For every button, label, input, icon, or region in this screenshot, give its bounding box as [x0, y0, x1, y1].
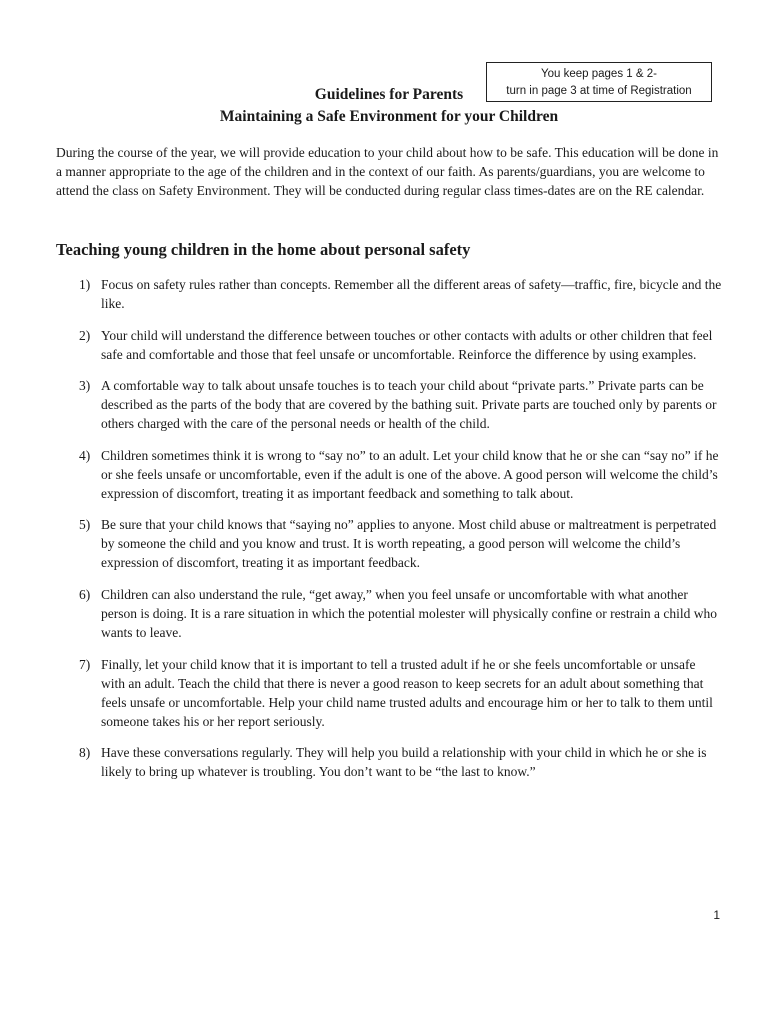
list-item: [56, 376, 722, 433]
item-text: Children can also understand the rule, “get away,” when you feel unsafe or uncomfortable with what another person is doing. It is a rare situation in which the potential molester will physically confine or restrain a child who wants to leave.: [101, 586, 717, 640]
list-item: [56, 446, 722, 503]
guideline-list: [56, 275, 722, 794]
list-item: [56, 326, 722, 364]
item-text: Have these conversations regularly. They will help you build a relationship with your child in which he or she is likely to bring up whatever is troubling. You don’t want to be “the last to know.”: [101, 745, 707, 780]
list-item: [56, 655, 722, 731]
item-number: 2): [79, 327, 91, 343]
item-number: 6): [79, 586, 91, 602]
item-number: 7): [79, 656, 91, 672]
section-heading: Teaching young children in the home about personal safety: [56, 240, 471, 259]
item-text: Your child will understand the difference between touches or other contacts with adults or other children that feel safe and comfortable and those that feel unsafe or uncomfortable. Reinforce the difference by using examples.: [101, 327, 713, 362]
intro-paragraph: During the course of the year, we will provide education to your child about how to be safe. This education will be done in a manner appropriate to the age of the children and in the context of our faith. As parents/guardians, you are welcome to attend the class on Safety Environment. They will be conducted during regular class times-dates are on the RE calendar.: [56, 145, 719, 198]
item-text: Finally, let your child know that it is important to tell a trusted adult if he or she feels uncomfortable or unsafe with an adult. Teach the child that there is never a good reason to keep secrets for an adult about something that feels unsafe or uncomfortable. Help your child name trusted adults and encourage him or her to talk to them until someone takes his or her report seriously.: [101, 656, 713, 729]
list-item: [56, 515, 722, 572]
item-number: 4): [79, 447, 91, 463]
item-text: Focus on safety rules rather than concepts. Remember all the different areas of safety—traffic, fire, bicycle and the like.: [101, 277, 722, 311]
list-item: [56, 743, 722, 781]
item-text: A comfortable way to talk about unsafe touches is to teach your child about “private parts.” Private parts can be described as the parts of the body that are covered by the bathing suit. Private parts are touched only by parents or others charged with the care of the personal needs or health of the child.: [101, 378, 717, 432]
notice-line-2: turn in page 3 at time of Registration: [506, 85, 692, 97]
document-title: Guidelines for Parents: [314, 86, 464, 103]
list-item: [56, 585, 722, 642]
item-number: 8): [79, 745, 91, 761]
item-number: 3): [79, 378, 91, 394]
item-number: 1): [79, 277, 91, 292]
document-subtitle: Maintaining a Safe Environment for your Children: [219, 108, 559, 125]
item-text: Children sometimes think it is wrong to “say no” to an adult. Let your child know that he or she can “say no” if he or she feels unsafe or uncomfortable, even if the adult is one of the above. A good person will welcome the child’s expression of discomfort, treating it as important feedback and something to talk about.: [101, 447, 719, 501]
page-number: 1: [713, 908, 720, 922]
item-number: 5): [79, 517, 91, 533]
notice-line-1: You keep pages 1 & 2-: [541, 68, 657, 80]
list-item: [56, 275, 722, 313]
item-text: Be sure that your child knows that “saying no” applies to anyone. Most child abuse or maltreatment is perpetrated by someone the child and you know and trust. It is worth repeating, a good person will welcome the child’s expression of discomfort, treating it as important feedback.: [101, 517, 717, 571]
